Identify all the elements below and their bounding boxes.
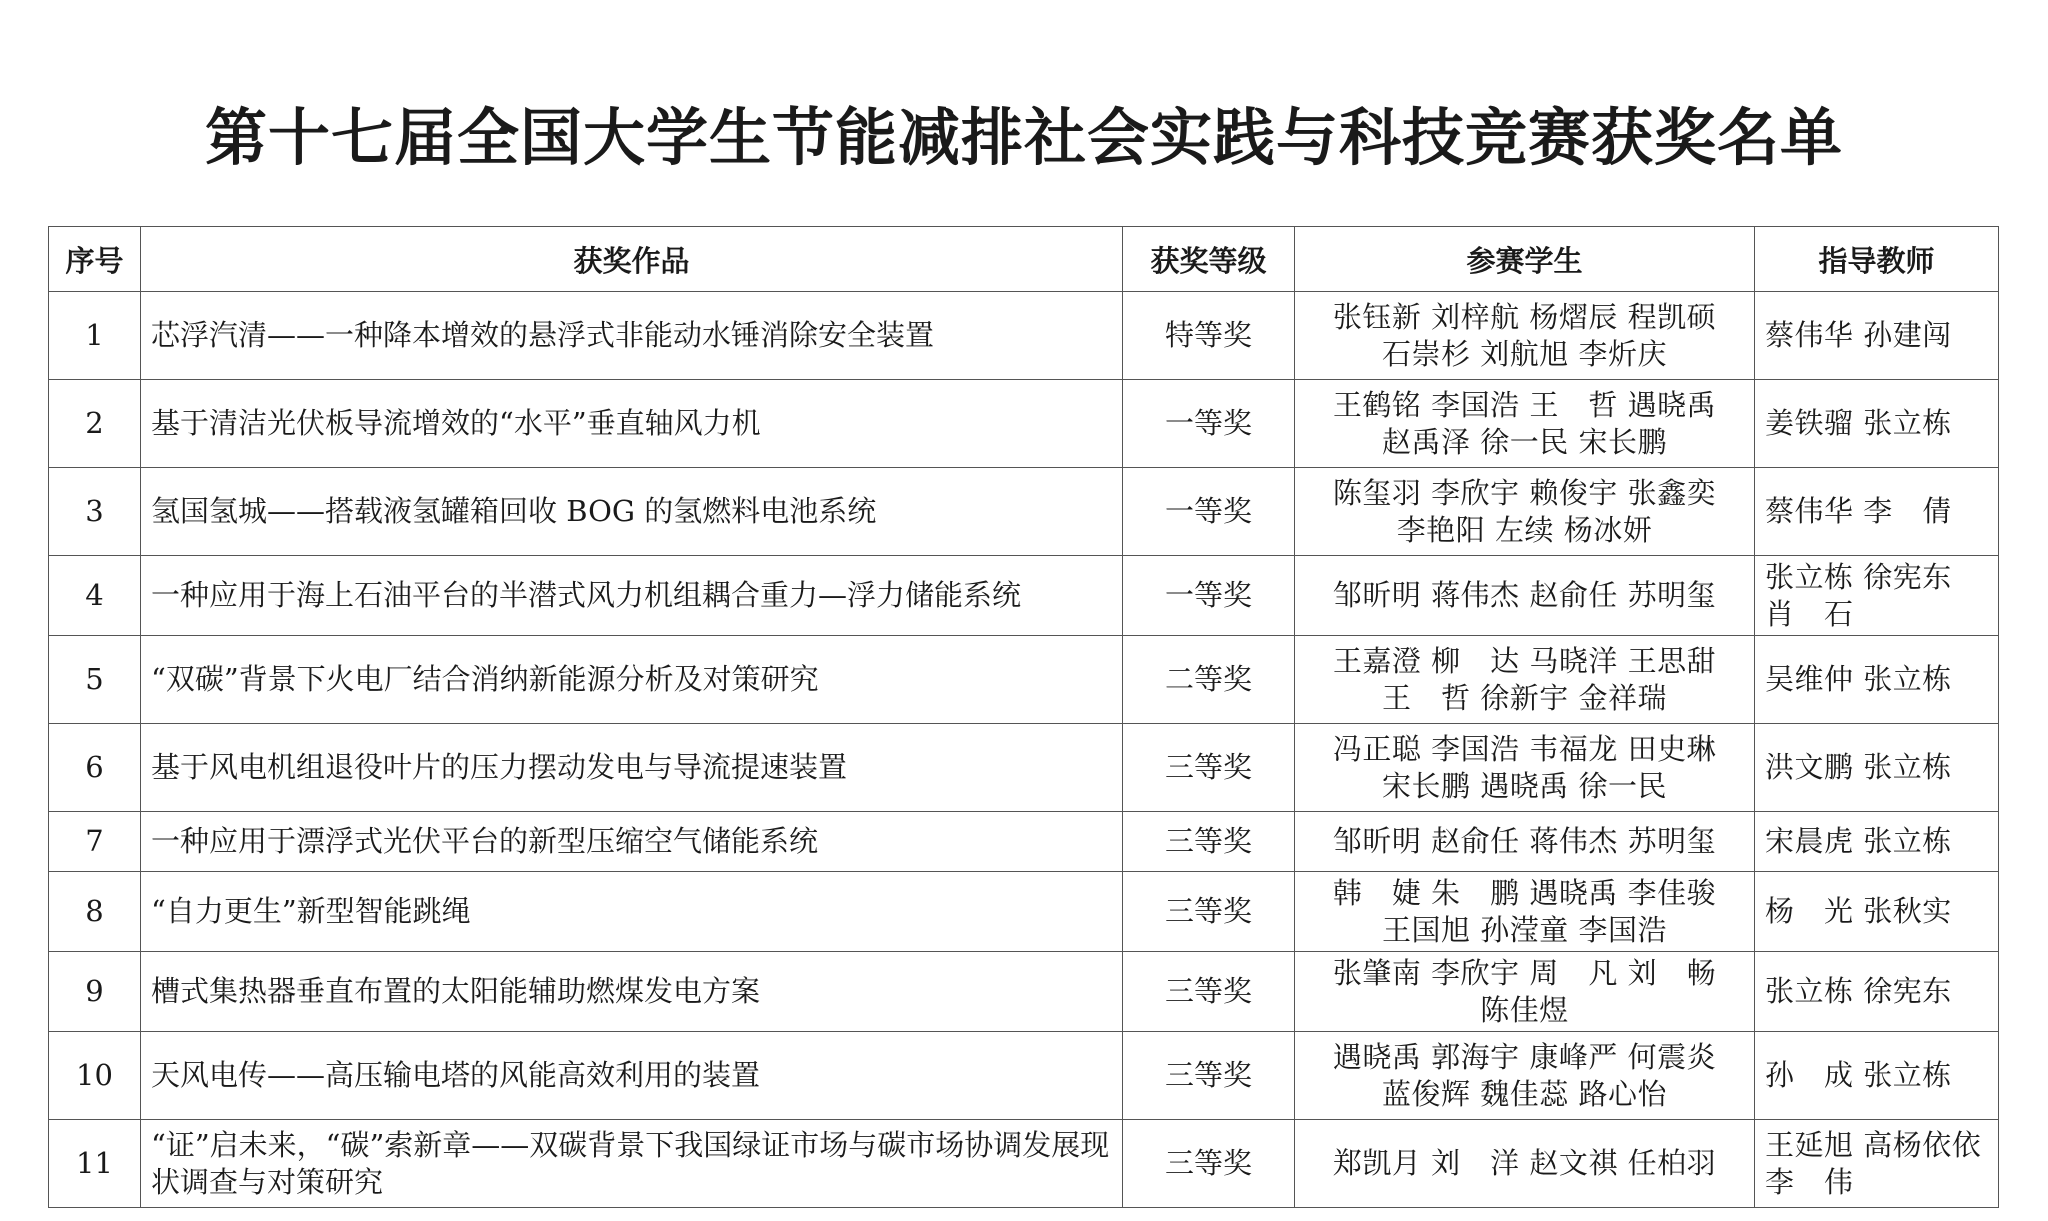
award-level: 三等奖 <box>1123 1120 1295 1208</box>
student-names: 张肇南 李欣宇 周 凡 刘 畅 陈佳煜 <box>1295 952 1755 1032</box>
student-names: 张钰新 刘梓航 杨熠辰 程凯硕 石崇杉 刘航旭 李炘庆 <box>1295 292 1755 380</box>
column-header-number: 序号 <box>49 227 141 292</box>
row-number: 6 <box>49 724 141 812</box>
award-level: 三等奖 <box>1123 812 1295 872</box>
awards-table <box>48 226 1999 1208</box>
table-row <box>49 812 1999 872</box>
teacher-names: 蔡伟华 孙建闯 <box>1755 292 1999 380</box>
teacher-names: 杨 光 张秋实 <box>1755 872 1999 952</box>
table-row <box>49 468 1999 556</box>
work-title: “自力更生”新型智能跳绳 <box>141 872 1123 952</box>
teacher-names: 洪文鹏 张立栋 <box>1755 724 1999 812</box>
student-names: 郑凯月 刘 洋 赵文祺 任柏羽 <box>1295 1120 1755 1208</box>
teacher-names: 吴维仲 张立栋 <box>1755 636 1999 724</box>
row-number: 2 <box>49 380 141 468</box>
teacher-names: 王延旭 高杨依依 李 伟 <box>1755 1120 1999 1208</box>
row-number: 1 <box>49 292 141 380</box>
column-header-level: 获奖等级 <box>1123 227 1295 292</box>
work-title: “双碳”背景下火电厂结合消纳新能源分析及对策研究 <box>141 636 1123 724</box>
award-level: 一等奖 <box>1123 468 1295 556</box>
work-title: 基于风电机组退役叶片的压力摆动发电与导流提速装置 <box>141 724 1123 812</box>
table-row <box>49 952 1999 1032</box>
student-names: 王鹤铭 李国浩 王 哲 遇晓禹 赵禹泽 徐一民 宋长鹏 <box>1295 380 1755 468</box>
student-names: 韩 婕 朱 鹏 遇晓禹 李佳骏 王国旭 孙滢童 李国浩 <box>1295 872 1755 952</box>
student-names: 邹昕明 蒋伟杰 赵俞任 苏明玺 <box>1295 556 1755 636</box>
award-level: 三等奖 <box>1123 872 1295 952</box>
teacher-names: 蔡伟华 李 倩 <box>1755 468 1999 556</box>
award-level: 特等奖 <box>1123 292 1295 380</box>
page-title: 第十七届全国大学生节能减排社会实践与科技竞赛获奖名单 <box>204 101 1843 174</box>
table-row <box>49 292 1999 380</box>
award-level: 一等奖 <box>1123 556 1295 636</box>
award-level: 一等奖 <box>1123 380 1295 468</box>
row-number: 9 <box>49 952 141 1032</box>
award-level: 三等奖 <box>1123 1032 1295 1120</box>
row-number: 7 <box>49 812 141 872</box>
row-number: 4 <box>49 556 141 636</box>
teacher-names: 张立栋 徐宪东 肖 石 <box>1755 556 1999 636</box>
row-number: 10 <box>49 1032 141 1120</box>
work-title: 基于清洁光伏板导流增效的“水平”垂直轴风力机 <box>141 380 1123 468</box>
student-names: 王嘉澄 柳 达 马晓洋 王思甜 王 哲 徐新宇 金祥瑞 <box>1295 636 1755 724</box>
work-title: 槽式集热器垂直布置的太阳能辅助燃煤发电方案 <box>141 952 1123 1032</box>
work-title: 一种应用于漂浮式光伏平台的新型压缩空气储能系统 <box>141 812 1123 872</box>
table-row <box>49 636 1999 724</box>
work-title: 氢国氢城——搭载液氢罐箱回收 BOG 的氢燃料电池系统 <box>141 468 1123 556</box>
teacher-names: 姜铁骝 张立栋 <box>1755 380 1999 468</box>
row-number: 8 <box>49 872 141 952</box>
work-title: 芯浮汽清——一种降本增效的悬浮式非能动水锤消除安全装置 <box>141 292 1123 380</box>
table-row <box>49 380 1999 468</box>
award-level: 三等奖 <box>1123 724 1295 812</box>
student-names: 陈玺羽 李欣宇 赖俊宇 张鑫奕 李艳阳 左续 杨冰妍 <box>1295 468 1755 556</box>
award-level: 三等奖 <box>1123 952 1295 1032</box>
row-number: 5 <box>49 636 141 724</box>
work-title: 一种应用于海上石油平台的半潜式风力机组耦合重力—浮力储能系统 <box>141 556 1123 636</box>
student-names: 遇晓禹 郭海宇 康峰严 何震炎 蓝俊辉 魏佳蕊 路心怡 <box>1295 1032 1755 1120</box>
column-header-work: 获奖作品 <box>141 227 1123 292</box>
table-row <box>49 872 1999 952</box>
table-row <box>49 1032 1999 1120</box>
table-body <box>49 292 1999 1208</box>
row-number: 11 <box>49 1120 141 1208</box>
table-header-row <box>49 227 1999 292</box>
table-row <box>49 724 1999 812</box>
award-level: 二等奖 <box>1123 636 1295 724</box>
student-names: 冯正聪 李国浩 韦福龙 田史琳 宋长鹏 遇晓禹 徐一民 <box>1295 724 1755 812</box>
teacher-names: 孙 成 张立栋 <box>1755 1032 1999 1120</box>
row-number: 3 <box>49 468 141 556</box>
column-header-students: 参赛学生 <box>1295 227 1755 292</box>
work-title: “证”启未来，“碳”索新章——双碳背景下我国绿证市场与碳市场协调发展现状调查与对策研究 <box>141 1120 1123 1208</box>
teacher-names: 宋晨虎 张立栋 <box>1755 812 1999 872</box>
table-row <box>49 1120 1999 1208</box>
column-header-teachers: 指导教师 <box>1755 227 1999 292</box>
teacher-names: 张立栋 徐宪东 <box>1755 952 1999 1032</box>
work-title: 天风电传——高压输电塔的风能高效利用的装置 <box>141 1032 1123 1120</box>
table-row <box>49 556 1999 636</box>
student-names: 邹昕明 赵俞任 蒋伟杰 苏明玺 <box>1295 812 1755 872</box>
